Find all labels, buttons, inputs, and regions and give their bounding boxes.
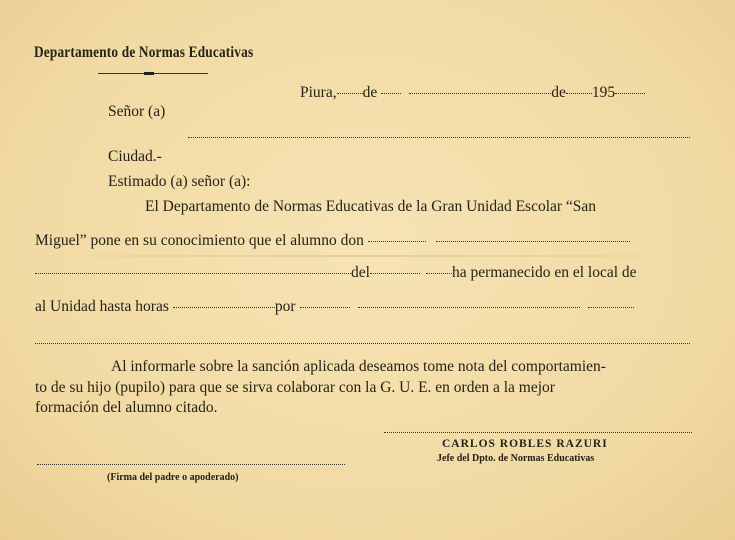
month-blank[interactable]	[409, 93, 551, 94]
date-de-2: de	[551, 84, 566, 101]
signatory-title: Jefe del Dpto. de Normas Educativas	[437, 453, 595, 464]
paragraph-line-3: formación del alumno citado.	[35, 399, 218, 416]
senor-label: Señor (a)	[108, 103, 166, 120]
por-label: por	[274, 298, 296, 315]
city-label: Piura,	[300, 84, 337, 101]
date-line	[300, 84, 645, 102]
greeting: Estimado (a) señor (a):	[108, 173, 251, 190]
year-prefix: 195	[591, 84, 616, 101]
reason-blank-a[interactable]	[300, 307, 350, 308]
day-blank[interactable]	[337, 93, 363, 94]
body-line-2	[35, 232, 630, 250]
head-signature-line[interactable]	[384, 432, 692, 433]
parent-signature-caption: (Firma del padre o apoderado)	[107, 472, 239, 483]
ciudad-label: Ciudad.-	[108, 148, 162, 165]
addressee-name-blank[interactable]	[188, 137, 690, 138]
department-heading: Departamento de Normas Educativas	[34, 44, 254, 61]
body-line-3-tail: ha permanecido en el local de	[451, 264, 637, 281]
paragraph-line-1: Al informarle sobre la sanción aplicada deseamos tome nota del comportamien-	[111, 358, 606, 375]
reason-blank-c[interactable]	[588, 307, 634, 308]
student-blank-b[interactable]	[436, 241, 630, 242]
body-line-2-text: Miguel” pone en su conocimiento que el alumno don	[35, 232, 364, 249]
reason-blank-b[interactable]	[358, 307, 580, 308]
year-blank[interactable]	[615, 93, 645, 94]
body-line-4-text: al Unidad hasta horas	[35, 298, 169, 315]
heading-underline-mark	[144, 72, 154, 75]
student-name-blank[interactable]	[35, 273, 351, 274]
body-line-4	[35, 298, 634, 316]
date-from-blank-b[interactable]	[426, 273, 452, 274]
reason-continuation-blank[interactable]	[35, 343, 690, 344]
date-blank-a[interactable]	[381, 93, 401, 94]
parent-signature-line[interactable]	[37, 464, 345, 465]
hours-blank[interactable]	[173, 307, 275, 308]
date-from-blank[interactable]	[370, 273, 420, 274]
paragraph-line-2: to de su hijo (pupilo) para que se sirva colaborar con la G. U. E. en orden a la mejor	[35, 379, 555, 396]
signatory-name: CARLOS ROBLES RAZURI	[442, 438, 608, 450]
student-blank-a[interactable]	[368, 241, 426, 242]
body-line-3	[35, 264, 637, 282]
body-line-1: El Departamento de Normas Educativas de la Gran Unidad Escolar “San	[145, 198, 597, 215]
date-blank-b[interactable]	[566, 93, 592, 94]
del-label: del	[351, 264, 370, 281]
date-de-1: de	[362, 84, 378, 101]
paper-fold	[0, 255, 735, 257]
